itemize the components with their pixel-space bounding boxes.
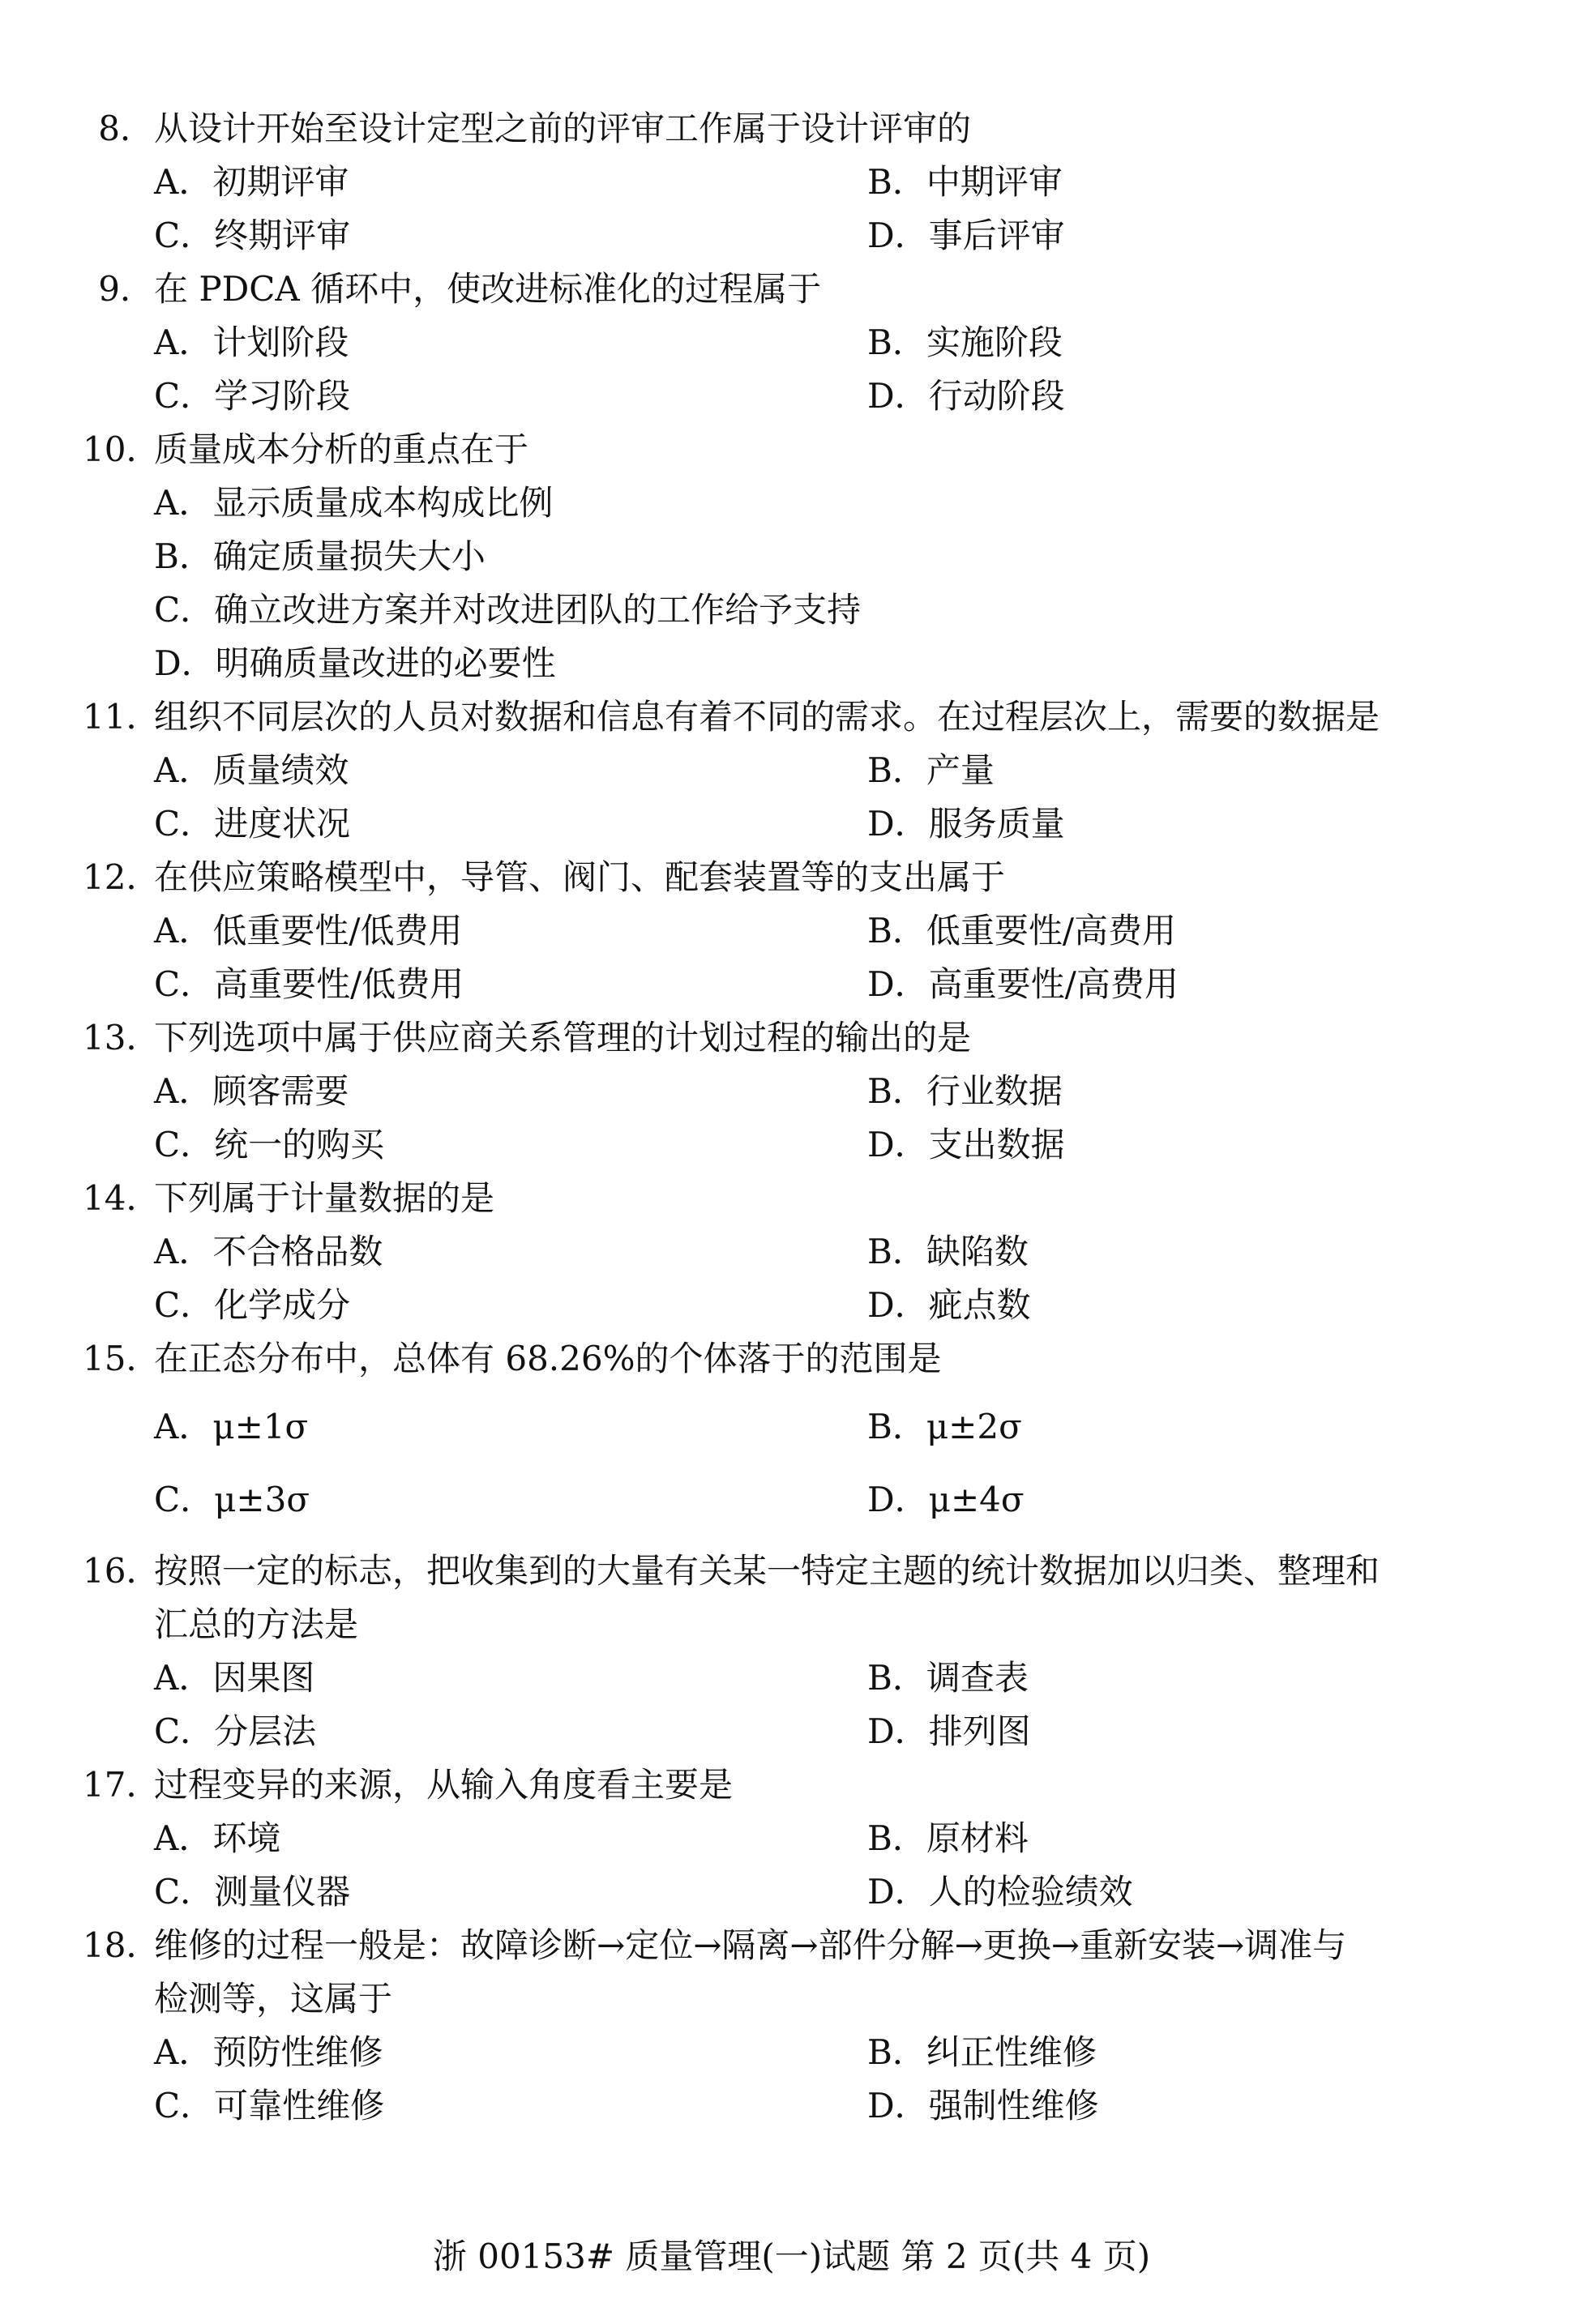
question-9-number: 9． — [98, 269, 154, 309]
question-17-option-d: D．人的检验绩效 — [867, 1872, 1133, 1912]
question-15-option-a: A．μ±1σ — [154, 1407, 309, 1446]
question-17-option-b: B．原材料 — [867, 1818, 1029, 1858]
question-10-text: 质量成本分析的重点在于 — [154, 429, 529, 469]
question-10-option-d: D．明确质量改进的必要性 — [154, 643, 556, 683]
question-8-option-d: D．事后评审 — [867, 216, 1065, 255]
question-18-option-d: D．强制性维修 — [867, 2086, 1099, 2125]
question-10-option-b: B．确定质量损失大小 — [154, 536, 486, 576]
question-11-option-a: A．质量绩效 — [154, 750, 349, 790]
question-18-option-c: C．可靠性维修 — [154, 2086, 385, 2125]
question-12-text: 在供应策略模型中，导管、阀门、配套装置等的支出属于 — [154, 857, 1006, 897]
question-16-stem — [83, 1544, 1380, 1598]
question-16-number: 16． — [83, 1551, 160, 1591]
question-8-stem — [83, 102, 971, 156]
question-8-text: 从设计开始至设计定型之前的评审工作属于设计评审的 — [154, 109, 972, 148]
question-9-option-c: C．学习阶段 — [154, 376, 351, 416]
question-12-option-c: C．高重要性/低费用 — [154, 964, 464, 1004]
question-9-option-a: A．计划阶段 — [154, 323, 349, 362]
question-14-option-c: C．化学成分 — [154, 1285, 351, 1325]
question-10-stem — [83, 423, 528, 476]
question-17-number: 17． — [83, 1765, 160, 1805]
question-14-text: 下列属于计量数据的是 — [154, 1178, 495, 1218]
question-11-option-b: B．产量 — [867, 750, 995, 790]
question-10-option-a: A．显示质量成本构成比例 — [154, 483, 554, 523]
question-15-option-d: D．μ±4σ — [867, 1480, 1025, 1519]
question-15-stem — [83, 1332, 942, 1386]
question-14-option-d: D．疵点数 — [867, 1285, 1031, 1325]
question-13-option-b: B．行业数据 — [867, 1071, 1063, 1111]
question-12-number: 12． — [83, 857, 160, 897]
question-16-text: 按照一定的标志，把收集到的大量有关某一特定主题的统计数据加以归类、整理和 — [154, 1551, 1380, 1591]
question-12-stem — [83, 851, 1005, 904]
question-13-option-c: C．统一的购买 — [154, 1125, 385, 1164]
question-14-option-b: B．缺陷数 — [867, 1232, 1029, 1271]
question-9-text: 在 PDCA 循环中，使改进标准化的过程属于 — [154, 269, 822, 309]
question-11-text: 组织不同层次的人员对数据和信息有着不同的需求。在过程层次上，需要的数据是 — [154, 697, 1380, 737]
question-9-option-b: B．实施阶段 — [867, 323, 1063, 362]
page-footer: 浙 00153# 质量管理(一)试题 第 2 页(共 4 页) — [432, 2236, 1151, 2276]
question-10-number: 10． — [83, 429, 160, 469]
question-8-option-b: B．中期评审 — [867, 162, 1063, 202]
question-18-stem — [83, 1919, 1346, 1972]
question-15-option-c: C．μ±3σ — [154, 1480, 310, 1519]
question-9-stem — [83, 263, 821, 316]
question-13-number: 13． — [83, 1018, 160, 1057]
question-13-stem — [83, 1011, 971, 1065]
question-14-option-a: A．不合格品数 — [154, 1232, 383, 1271]
question-9-option-d: D．行动阶段 — [867, 376, 1065, 416]
question-17-text: 过程变异的来源，从输入角度看主要是 — [154, 1765, 734, 1805]
question-15-text: 在正态分布中，总体有 68.26%的个体落于的范围是 — [154, 1339, 942, 1378]
question-17-option-a: A．环境 — [154, 1818, 281, 1858]
question-13-option-a: A．顾客需要 — [154, 1071, 349, 1111]
question-18-option-a: A．预防性维修 — [154, 2032, 383, 2072]
question-18-option-b: B．纠正性维修 — [867, 2032, 1097, 2072]
question-16-text-cont: 汇总的方法是 — [154, 1604, 359, 1644]
question-16-option-a: A．因果图 — [154, 1658, 315, 1698]
question-14-stem — [83, 1172, 494, 1225]
question-16-option-c: C．分层法 — [154, 1711, 317, 1751]
question-11-stem — [83, 690, 1380, 744]
question-12-option-d: D．高重要性/高费用 — [867, 964, 1179, 1004]
question-14-number: 14． — [83, 1178, 160, 1218]
question-17-option-c: C．测量仪器 — [154, 1872, 351, 1912]
question-16-option-b: B．调查表 — [867, 1658, 1029, 1698]
question-15-number: 15． — [83, 1339, 160, 1378]
question-12-option-b: B．低重要性/高费用 — [867, 911, 1177, 951]
question-8-option-c: C．终期评审 — [154, 216, 351, 255]
question-13-option-d: D．支出数据 — [867, 1125, 1065, 1164]
question-16-option-d: D．排列图 — [867, 1711, 1031, 1751]
question-8-number: 8． — [98, 109, 154, 148]
question-18-text: 维修的过程一般是：故障诊断→定位→隔离→部件分解→更换→重新安装→调准与 — [154, 1925, 1347, 1965]
question-18-text-cont: 检测等，这属于 — [154, 1979, 393, 2019]
question-17-stem — [83, 1758, 733, 1812]
question-11-option-d: D．服务质量 — [867, 804, 1065, 844]
question-15-option-b: B．μ±2σ — [867, 1407, 1022, 1446]
question-8-option-a: A．初期评审 — [154, 162, 349, 202]
question-13-text: 下列选项中属于供应商关系管理的计划过程的输出的是 — [154, 1018, 972, 1057]
question-11-number: 11． — [83, 697, 160, 737]
question-18-number: 18． — [83, 1925, 160, 1965]
question-10-option-c: C．确立改进方案并对改进团队的工作给予支持 — [154, 590, 862, 630]
question-12-option-a: A．低重要性/低费用 — [154, 911, 463, 951]
question-11-option-c: C．进度状况 — [154, 804, 351, 844]
